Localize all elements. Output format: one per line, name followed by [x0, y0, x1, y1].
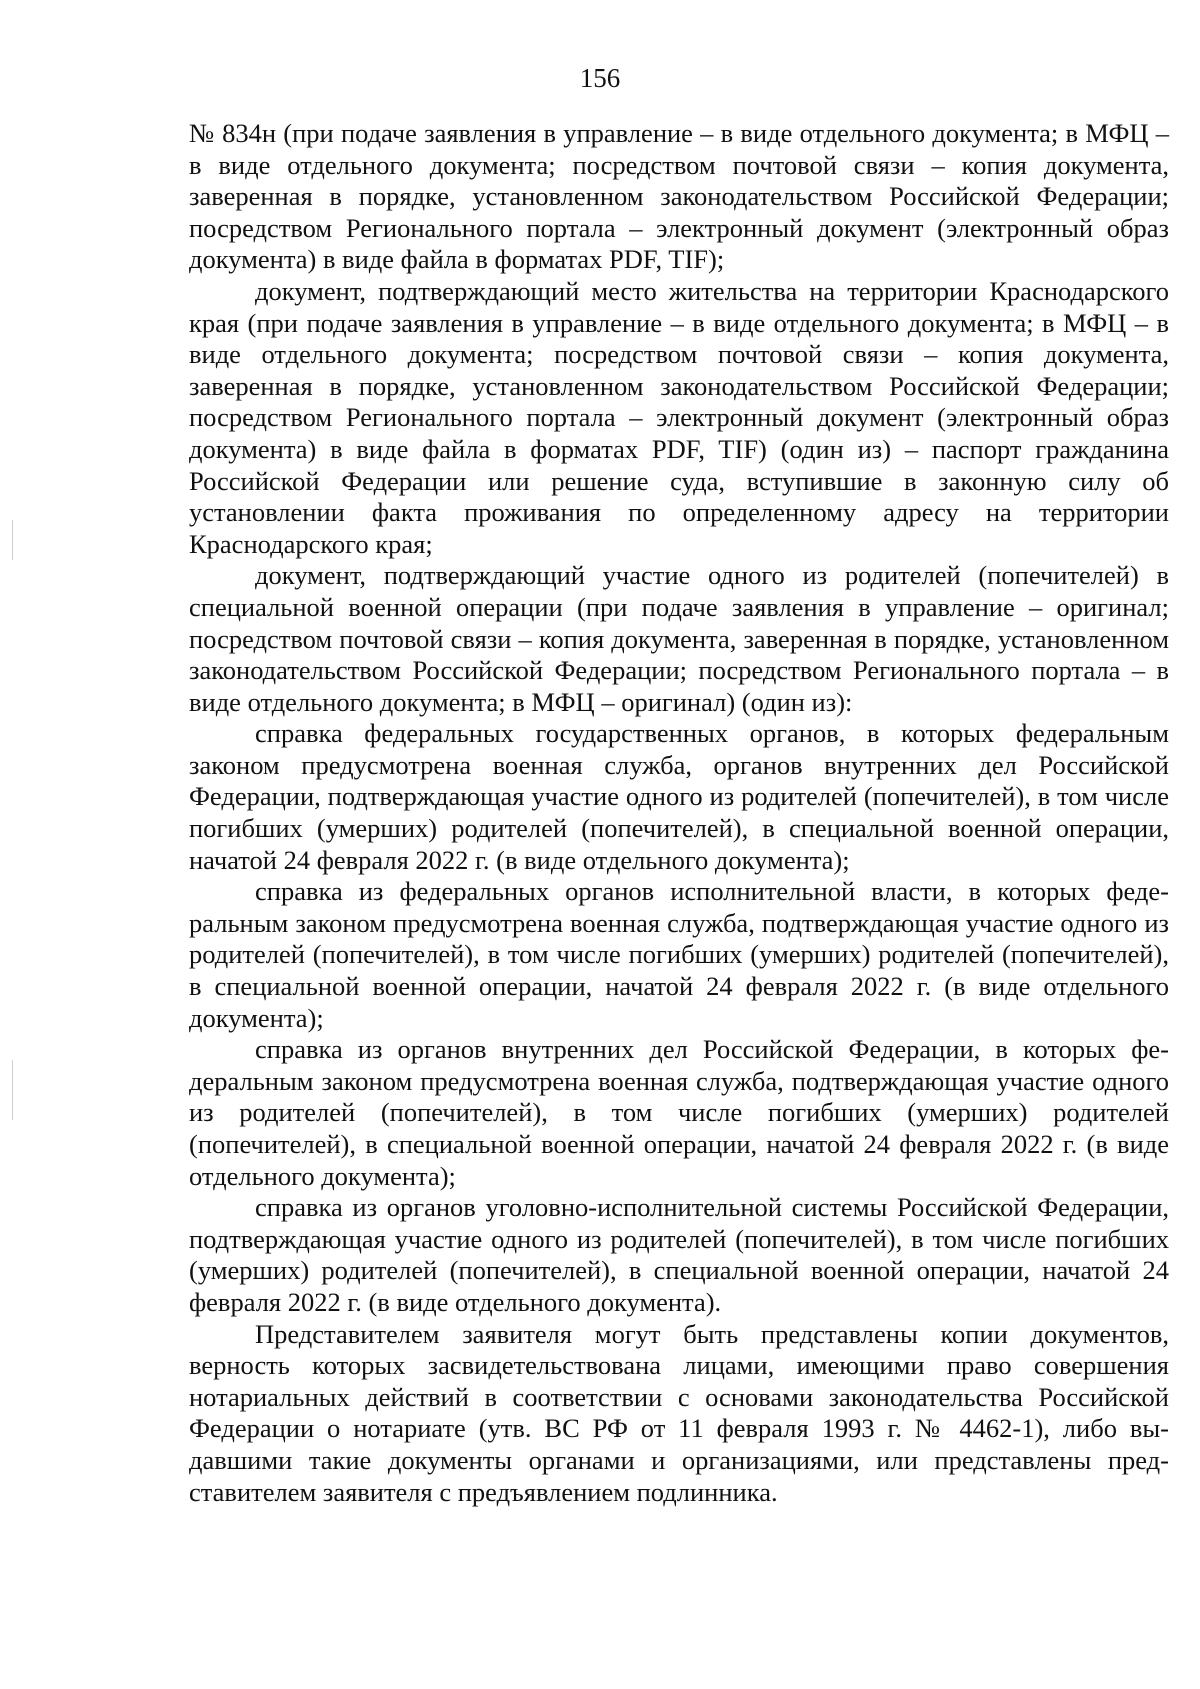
paragraph-internal-affairs-certificate: справка из органов внутренних дел Российской Федерации, в которых федеральным законом предусмотрена военная служба, подтверждающая участие одного из родителей (попечителей), в том числе погибших (умерших) родителей (попечителей), в специальной военной операции, начатой 24 февраля 2022 г. (в виде отдельного документа); [189, 1034, 1169, 1191]
scan-edge-mark [12, 1060, 13, 1120]
scan-edge-mark [12, 520, 13, 560]
paragraph-residence-document: документ, подтверждающий место жительства на территории Краснодарского края (при подаче заявления в управление – в виде отдельного документа; в МФЦ – в виде отдельного документа; посредством почтовой связи – копия документа, заверенная в порядке, установленном законодательством Российской Федерации; посредством Регионального портала – электронный документ (электронный образ документа) в виде файла в форматах PDF, TIF) (один из) – паспорт гражданина Российской Федерации или решение суда, вступившие в законную силу об установлении факта проживания по определенному адресу на территории Краснодарского края; [189, 275, 1169, 559]
page-number: 156 [579, 63, 621, 93]
paragraph-representative-copies: Представителем заявителя могут быть представлены копии документов, верность которых засвидетельствована лицами, имеющими право совершения нотариальных действий в соответствии с основами законодательства Российской Федерации о нотариате (утв. ВС РФ от 11 февраля 1993 г. № 4462-1), либо выдавшими такие документы органами и организациями, или представлены представителем заявителя с предъявлением подлинника. [189, 1318, 1169, 1507]
document-body [189, 118, 1169, 1508]
paragraph-federal-executive-certificate: справка из федеральных органов исполнительной власти, в которых федеральным законом предусмотрена военная служба, подтверждающая участие одного из родителей (попечителей), в том числе погибших (умерших) родителей (попечителей), в специальной военной операции, начатой 24 февраля 2022 г. (в виде отдельного документа); [189, 876, 1169, 1033]
paragraph-penal-system-certificate: справка из органов уголовно-исполнительной системы Российской Федерации, подтверждающая участие одного из родителей (попечителей), в том числе погибших (умерших) родителей (попечителей), в специальной военной операции, начатой 24 февраля 2022 г. (в виде отдельного документа). [189, 1192, 1169, 1317]
paragraph-military-operation-document: документ, подтверждающий участие одного из родителей (попечителей) в специальной военной операции (при подаче заявления в управление – оригинал; посредством почтовой связи – копия документа, заверенная в порядке, установленном законодательством Российской Федерации; посредством Регионального портала – в виде отдельного документа; в МФЦ – оригинал) (один из): [189, 560, 1169, 717]
paragraph-federal-state-bodies-certificate: справка федеральных государственных органов, в которых федеральным законом предусмотрена военная служба, органов внутренних дел Российской Федерации, подтверждающая участие одного из родителей (попечителей), в том числе погибших (умерших) родителей (попечителей), в специальной военной операции, начатой 24 февраля 2022 г. (в виде отдельного документа); [189, 718, 1169, 875]
paragraph-document-format: № 834н (при подаче заявления в управление – в виде отдельного документа; в МФЦ – в виде отдельного документа; посредством почтовой связи – копия документа, заверенная в порядке, установленном законодательством Российской Федерации; посредством Регионального портала – электронный документ (электронный образ документа) в виде файла в форматах PDF, TIF); [189, 118, 1169, 275]
